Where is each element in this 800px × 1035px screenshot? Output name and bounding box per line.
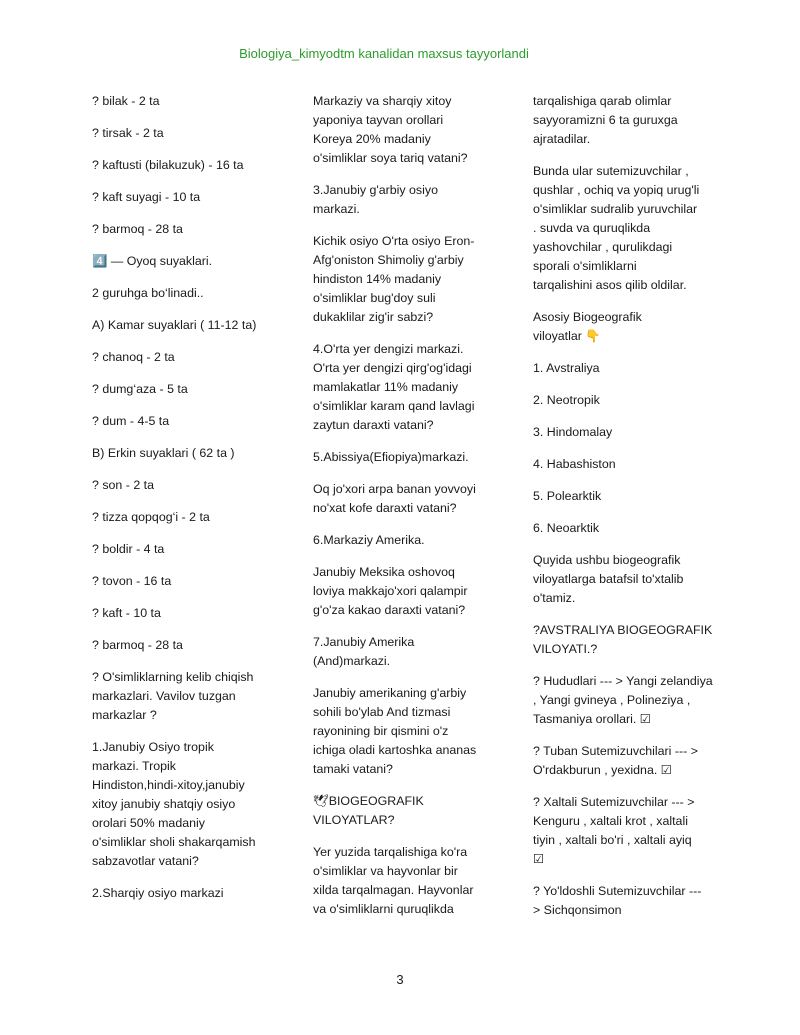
paragraph: Bunda ular sutemizuvchilar , qushlar , ochiq va yopiq urug'li o'simliklar sudralib yuruvchilar . suvda va quruqlikda yashovchilar , qurulikdagi sporali o'simliklarni tarqalishini asos qilib oldilar.: [533, 164, 700, 292]
paragraph: 1. Avstraliya: [533, 361, 600, 375]
paragraph: ? dumg‘aza - 5 ta: [92, 382, 188, 396]
page-header: Biologiya_kimyodtm kanalidan maxsus tayyorlandi: [239, 46, 529, 61]
paragraph: A) Kamar suyaklari ( 11-12 ta): [92, 318, 257, 332]
paragraph: ? kaft - 10 ta: [92, 606, 161, 620]
paragraph: tarqalishiga qarab olimlar sayyoramizni 6 ta guruxga ajratadilar.: [533, 94, 678, 146]
paragraph: ? Yo'ldoshli Sutemizuvchilar --- > Sichqonsimon: [533, 884, 702, 917]
paragraph: 6.Markaziy Amerika.: [313, 533, 425, 547]
paragraph: ? kaft suyagi - 10 ta: [92, 190, 201, 204]
paragraph: ? tirsak - 2 ta: [92, 126, 164, 140]
paragraph: Asosiy Biogeografik viloyatlar 👇: [533, 310, 642, 343]
paragraph: 7.Janubiy Amerika (And)markazi.: [313, 635, 415, 668]
text-column-2: [313, 92, 488, 932]
paragraph: ? tizza qopqog‘i - 2 ta: [92, 510, 210, 524]
paragraph: ? O'simliklarning kelib chiqish markazlari. Vavilov tuzgan markazlar ?: [92, 670, 254, 722]
paragraph: Janubiy amerikaning g'arbiy sohili bo'ylab And tizmasi rayonining bir qismini o'z ichiga oladi kartoshka ananas tamaki vatani?: [313, 686, 477, 776]
paragraph: 1.Janubiy Osiyo tropik markazi. Tropik Hindiston,hindi-xitoy,janubiy xitoy janubiy shatqiy osiyo orolari 50% madaniy o'simliklar sholi shakarqamish sabzavotlar vatani?: [92, 740, 256, 868]
text-column-3: [533, 92, 721, 933]
paragraph: ? kaftusti (bilakuzuk) - 16 ta: [92, 158, 244, 172]
paragraph: ? barmoq - 28 ta: [92, 222, 183, 236]
paragraph: 4.O'rta yer dengizi markazi. O'rta yer dengizi qirg'og'idagi mamlakatlar 11% madaniy o'simliklar karam qand lavlagi zaytun daraxti vatani?: [313, 342, 475, 432]
paragraph: 2. Neotropik: [533, 393, 600, 407]
paragraph: Yer yuzida tarqalishiga ko'ra o'simliklar va hayvonlar bir xilda tarqalmagan. Hayvonlar va o'simliklarni quruqlikda: [313, 845, 474, 916]
paragraph: 4. Habashiston: [533, 457, 616, 471]
page-number: 3: [396, 972, 404, 987]
paragraph: ? Hududlari --- > Yangi zelandiya , Yangi gvineya , Polineziya , Tasmaniya orollari. ☑: [533, 674, 713, 726]
paragraph: 🕊BIOGEOGRAFIK VILOYATLAR?: [313, 794, 424, 827]
paragraph: ? boldir - 4 ta: [92, 542, 165, 556]
paragraph: ? tovon - 16 ta: [92, 574, 172, 588]
paragraph: 5. Polearktik: [533, 489, 602, 503]
paragraph: ?AVSTRALIYA BIOGEOGRAFIK VILOYATI.?: [533, 623, 713, 656]
paragraph: B) Erkin suyaklari ( 62 ta ): [92, 446, 235, 460]
paragraph: ? son - 2 ta: [92, 478, 154, 492]
paragraph: 3.Janubiy g'arbiy osiyo markazi.: [313, 183, 438, 216]
paragraph: ? barmoq - 28 ta: [92, 638, 183, 652]
paragraph: ? Tuban Sutemizuvchilari --- > O'rdakburun , yexidna. ☑: [533, 744, 698, 777]
paragraph: 2.Sharqiy osiyo markazi: [92, 886, 224, 900]
paragraph: Oq jo'xori arpa banan yovvoyi no'xat kofe daraxti vatani?: [313, 482, 476, 515]
paragraph: ? chanoq - 2 ta: [92, 350, 175, 364]
paragraph: Quyida ushbu biogeografik viloyatlarga batafsil to'xtalib o'tamiz.: [533, 553, 684, 605]
paragraph: 4️⃣ — Oyoq suyaklari.: [92, 254, 213, 268]
paragraph: ? bilak - 2 ta: [92, 94, 160, 108]
paragraph: Kichik osiyo O'rta osiyo Eron- Afg'oniston Shimoliy g'arbiy hindiston 14% madaniy o'simliklar bug'doy suli dukaklilar zig'ir sabzi?: [313, 234, 475, 324]
paragraph: ? dum - 4-5 ta: [92, 414, 170, 428]
text-column-1: [92, 92, 282, 916]
paragraph: 6. Neoarktik: [533, 521, 600, 535]
paragraph: Janubiy Meksika oshovoq loviya makkajo'xori qalampir g'o'za kakao daraxti vatani?: [313, 565, 468, 617]
paragraph: ? Xaltali Sutemizuvchilar --- > Kenguru , xaltali krot , xaltali tiyin , xaltali bo'ri , xaltali ayiq ☑: [533, 795, 695, 866]
paragraph: 3. Hindomalay: [533, 425, 613, 439]
paragraph: 2 guruhga bo‘linadi..: [92, 286, 204, 300]
paragraph: 5.Abissiya(Efiopiya)markazi.: [313, 450, 469, 464]
paragraph: Markaziy va sharqiy xitoy yaponiya tayvan orollari Koreya 20% madaniy o'simliklar soya tariq vatani?: [313, 94, 468, 165]
